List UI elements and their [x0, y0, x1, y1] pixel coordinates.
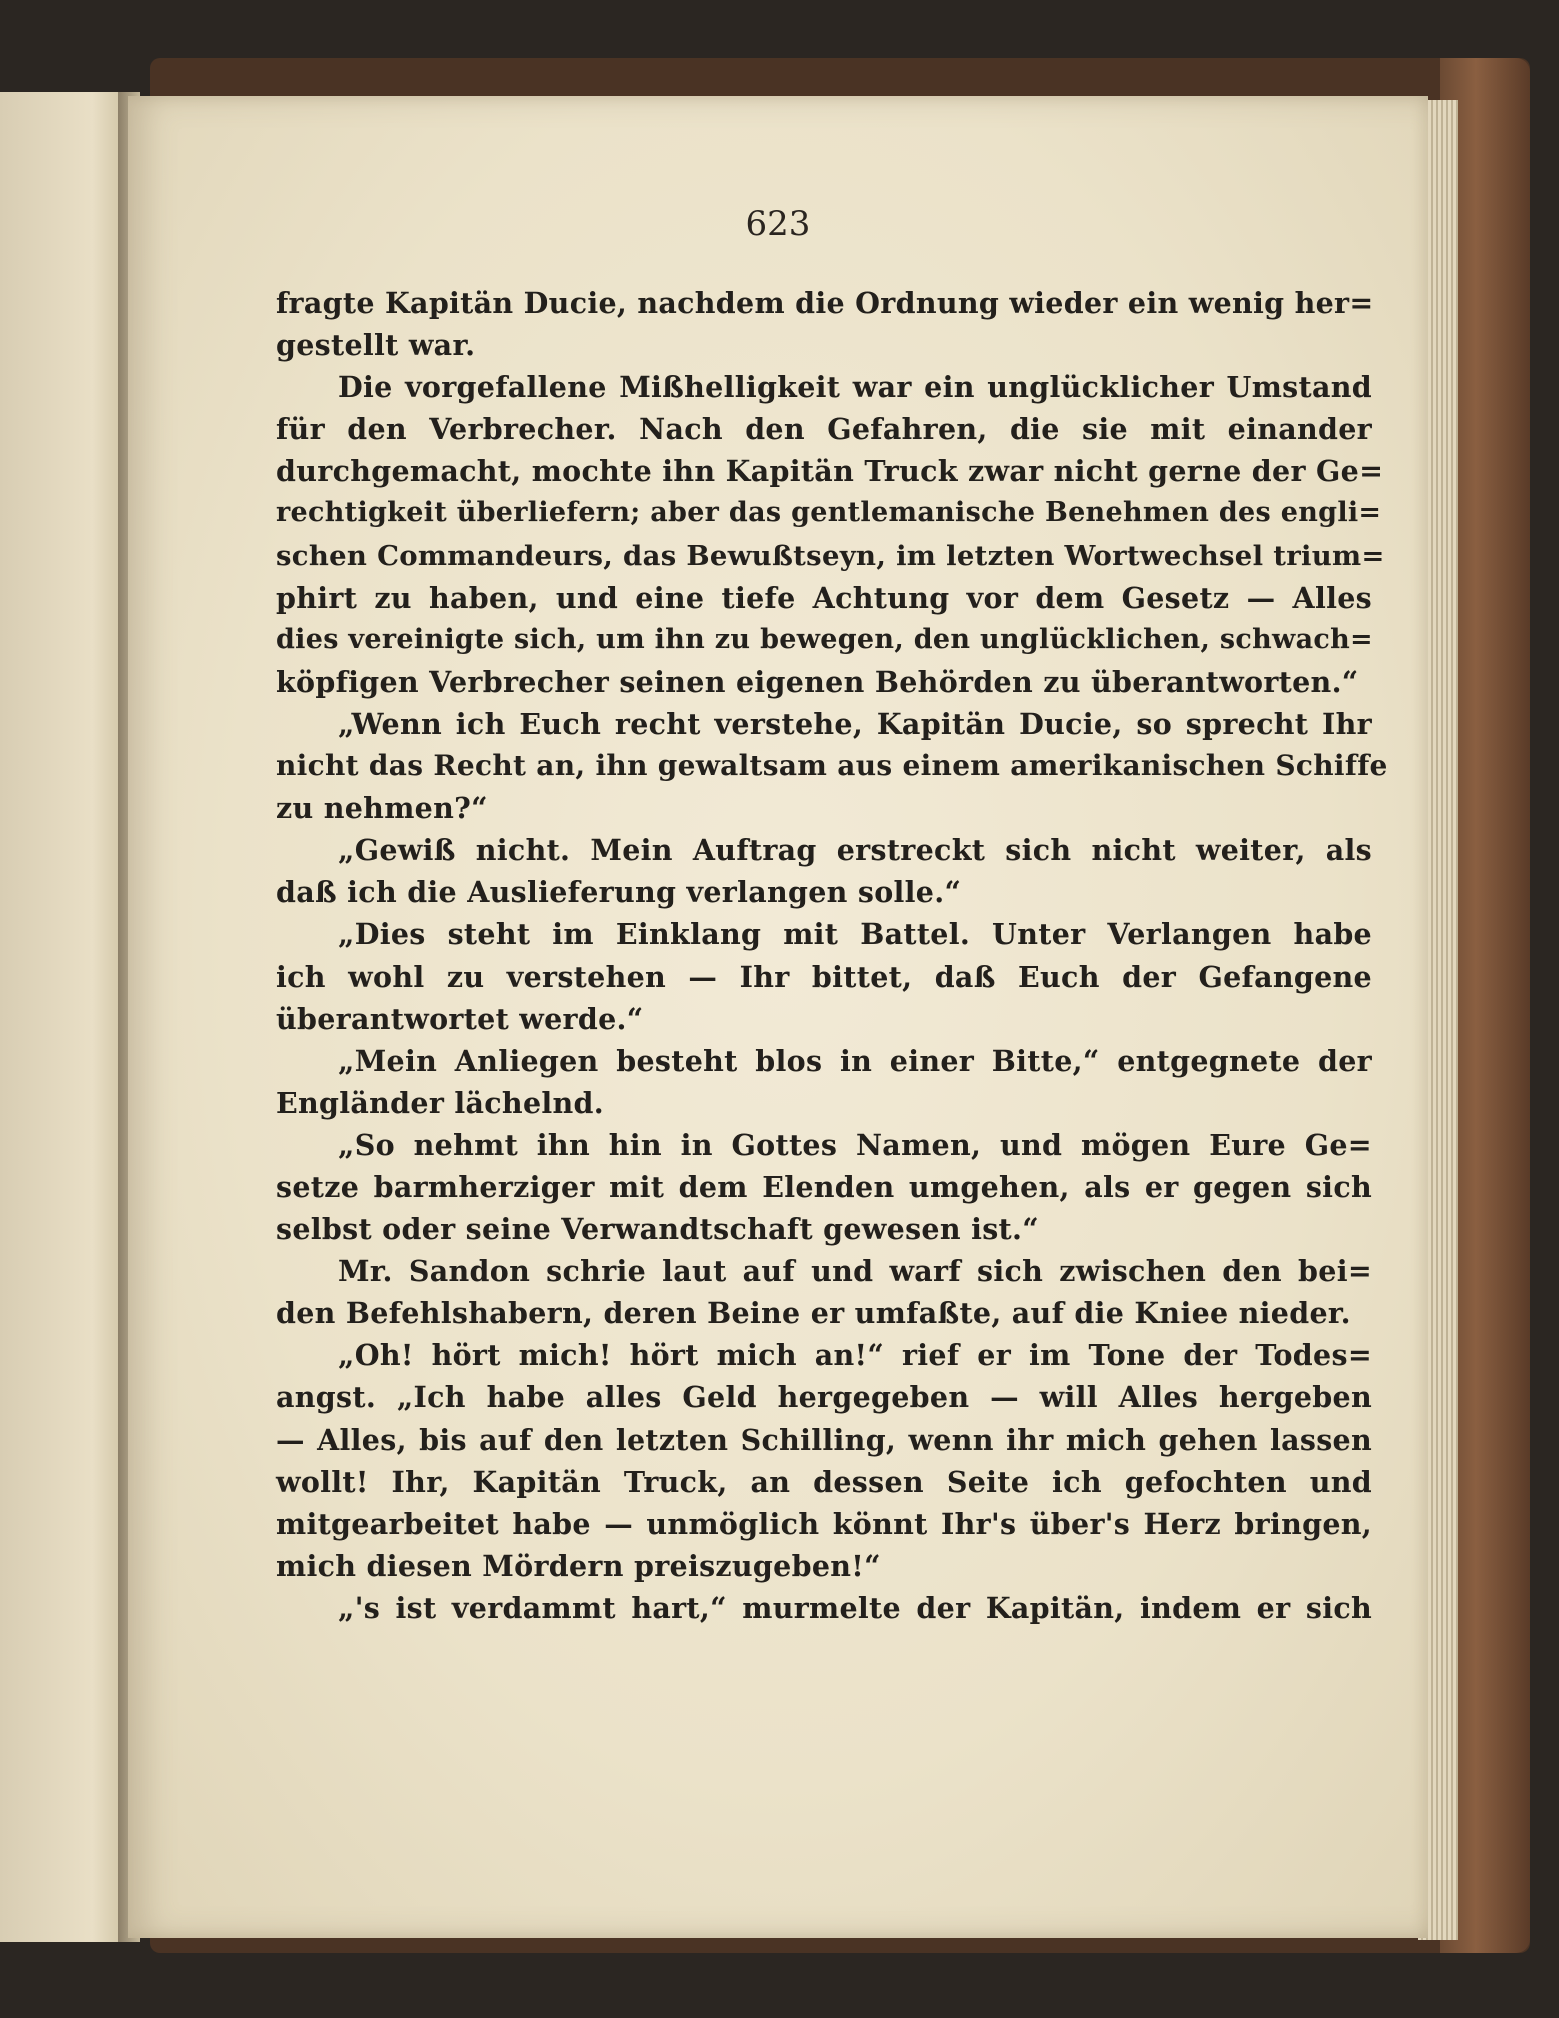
text-line: „Gewiß nicht. Mein Auftrag erstreckt sich nicht weiter, als	[338, 833, 1372, 868]
text-line: setze barmherziger mit dem Elenden umgehen, als er gegen sich	[276, 1169, 1372, 1204]
text-line: „Dies steht im Einklang mit Battel. Unter Verlangen habe	[338, 917, 1372, 952]
text-line: nicht das Recht an, ihn gewaltsam aus einem amerikanischen Schiffe	[276, 749, 1388, 783]
text-line: Mr. Sandon schrie laut auf und warf sich zwischen den bei=	[338, 1254, 1372, 1289]
text-line: „So nehmt ihn hin in Gottes Namen, und mögen Eure Ge=	[338, 1127, 1372, 1162]
text-line: — Alles, bis auf den letzten Schilling, wenn ihr mich gehen lassen	[276, 1422, 1372, 1457]
text-line: ich wohl zu verstehen — Ihr bittet, daß Euch der Gefangene	[276, 959, 1372, 994]
text-line: den Befehlshabern, deren Beine er umfaßte, auf die Kniee nieder.	[276, 1296, 1351, 1331]
text-line: fragte Kapitän Ducie, nachdem die Ordnung wieder ein wenig her=	[276, 286, 1374, 320]
text-line: daß ich die Auslieferung verlangen solle.“	[276, 875, 962, 910]
page-number: 623	[745, 204, 811, 244]
text-line: Die vorgefallene Mißhelligkeit war ein unglücklicher Umstand	[338, 370, 1372, 405]
text-line: schen Commandeurs, das Bewußtseyn, im letzten Wortwechsel trium=	[276, 539, 1385, 572]
text-line: überantwortet werde.“	[276, 1001, 644, 1036]
text-line: rechtigkeit überliefern; aber das gentlemanische Benehmen des engli=	[276, 497, 1382, 529]
text-line: gestellt war.	[276, 328, 476, 363]
text-line: zu nehmen?“	[276, 791, 488, 826]
text-line: Engländer lächelnd.	[276, 1085, 604, 1120]
text-line: „Wenn ich Euch recht verstehe, Kapitän Ducie, so sprecht Ihr	[338, 706, 1372, 741]
left-page-edge	[0, 92, 132, 1942]
text-line: für den Verbrecher. Nach den Gefahren, die sie mit einander	[276, 412, 1372, 447]
text-line: mich diesen Mördern preiszugeben!“	[276, 1548, 881, 1583]
body-text	[276, 282, 1388, 1629]
book-page	[128, 96, 1428, 1938]
text-line: phirt zu haben, und eine tiefe Achtung vor dem Gesetz — Alles	[276, 580, 1372, 615]
text-line: wollt! Ihr, Kapitän Truck, an dessen Seite ich gefochten und	[276, 1464, 1372, 1499]
text-line: köpfigen Verbrecher seinen eigenen Behörden zu überantworten.“	[276, 664, 1359, 699]
text-line: „Mein Anliegen besteht blos in einer Bitte,“ entgegnete der	[338, 1043, 1372, 1078]
text-line: durchgemacht, mochte ihn Kapitän Truck zwar nicht gerne der Ge=	[276, 454, 1384, 489]
text-line: „'s ist verdammt hart,“ murmelte der Kapitän, indem er sich	[338, 1590, 1372, 1625]
text-line: dies vereinigte sich, um ihn zu bewegen, den unglücklichen, schwach=	[276, 623, 1373, 655]
text-line: angst. „Ich habe alles Geld hergegeben — will Alles hergeben	[276, 1380, 1372, 1415]
text-line: mitgearbeitet habe — unmöglich könnt Ihr's über's Herz bringen,	[276, 1506, 1372, 1541]
text-line: „Oh! hört mich! hört mich an!“ rief er im Tone der Todes=	[338, 1338, 1372, 1373]
text-line: selbst oder seine Verwandtschaft gewesen ist.“	[276, 1212, 1039, 1247]
